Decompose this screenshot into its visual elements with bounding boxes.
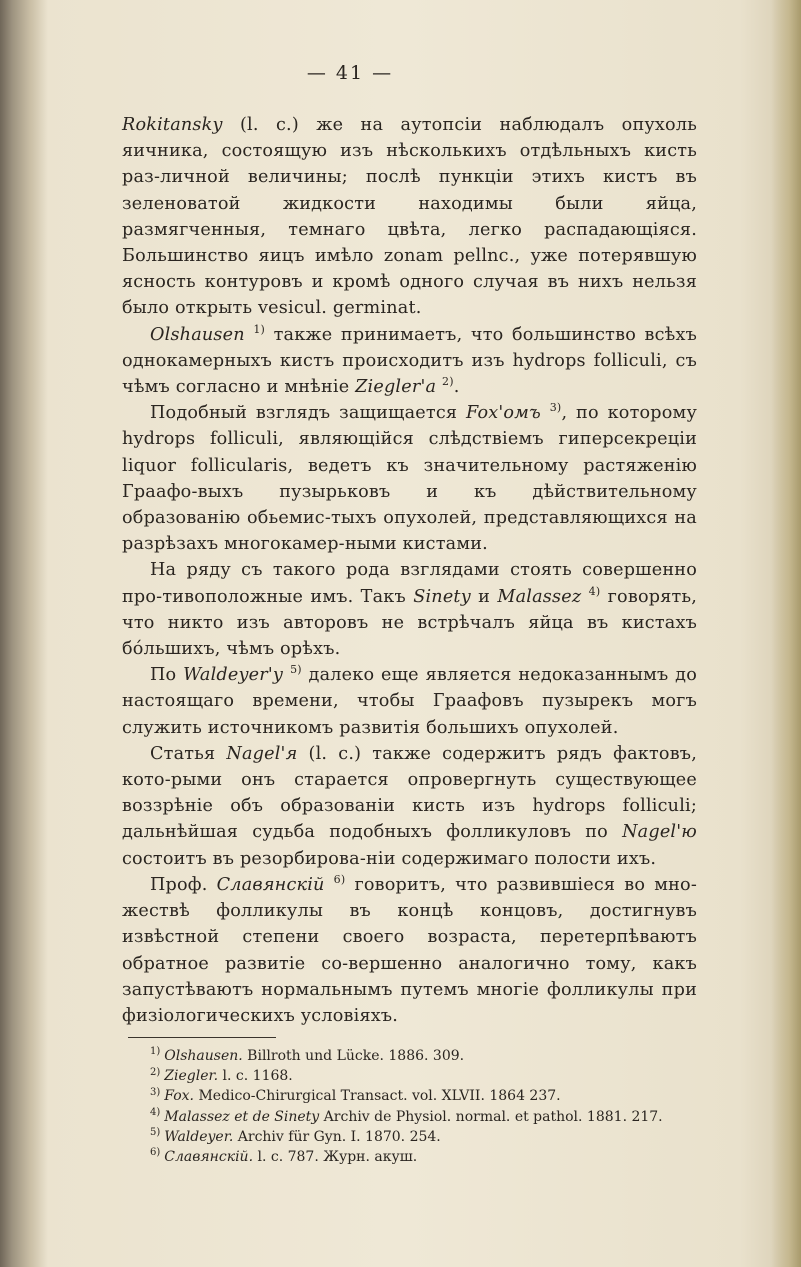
- text-run: говорять, что никто изъ авторовъ не встрѣчалъ яйца въ кистахъ бóльшихъ, чѣмъ орѣхъ.: [122, 586, 698, 660]
- footnote-text: l. c. 1168.: [218, 1068, 293, 1085]
- author-name: Fox'омъ: [466, 403, 541, 424]
- author-name: Славянскій: [216, 874, 325, 895]
- page-edge-shadow: [771, 0, 801, 1267]
- paragraph: [122, 557, 697, 662]
- footnote-author: Ziegler.: [164, 1068, 219, 1085]
- footnote: [150, 1046, 710, 1066]
- footnote: [150, 1086, 710, 1106]
- paragraph: [122, 662, 697, 741]
- paragraph: [122, 741, 697, 872]
- text-run: .: [453, 377, 460, 398]
- footnote-ref: 3): [549, 401, 562, 415]
- text-run: (l. c.) также содержитъ рядъ фактовъ, кото-рыми онъ старается опровергнуть существующее воззрѣніе объ образованіи кисть изъ hydrops folliculi; дальнѣйшая судьба подобныхъ фолликуловъ по: [122, 743, 697, 843]
- text-run: [541, 403, 550, 423]
- footnote-text: Medico-Chirurgical Transact. vol. XLVII. 1864 237.: [194, 1088, 561, 1105]
- footnote-ref: 6): [333, 873, 346, 887]
- text-run: (l. c.) же на аутопсіи наблюдалъ опухоль яичника, состоящую изъ нѣсколькихъ отдѣльныхъ кисть раз-личной величины; послѣ пункціи этихъ кистъ въ зеленоватой жидкости находимы были яйца, размягченныя, темнаго цвѣта, легко распадающіяся. Большинство яицъ имѣло zonam pellnc., уже потерявшую ясность контуровъ и кромѣ одного случая въ нихъ нельзя было открыть vesicul. germinat.: [122, 115, 697, 319]
- footnote-mark: 2): [150, 1066, 161, 1078]
- text-run: далеко еще является недоказаннымъ до настоящаго времени, чтобы Граафовъ пузырекъ могъ служить источникомъ развитія большихъ опухолей.: [122, 665, 697, 738]
- author-name: Waldeyer'у: [183, 665, 284, 686]
- footnote-separator: [128, 1037, 276, 1038]
- footnote-ref: 2): [442, 375, 454, 389]
- footnote-text: Billroth und Lücke. 1886. 309.: [242, 1048, 465, 1064]
- footnote-author: Malassez et de Sinety: [164, 1108, 320, 1125]
- author-name: Olshausen: [150, 324, 245, 345]
- text-run: говоритъ, что развившіеся во мно-жествѣ фолликулы въ концѣ концовъ, достигнувъ извѣстной степени своего возраста, перетерпѣваютъ обратное развитіе со-вершенно аналогично тому, какъ запустѣваютъ нормальнымъ путемъ многіе фолликулы при физіологическихъ условіяхъ.: [122, 874, 697, 1026]
- text-run: Статья: [150, 743, 227, 764]
- footnote-mark: 4): [150, 1106, 161, 1118]
- footnote-mark: 3): [150, 1086, 161, 1098]
- text-run: По: [150, 665, 184, 686]
- book-binding-shadow: [0, 0, 48, 1267]
- footnote-mark: 5): [150, 1127, 161, 1139]
- body-text: [122, 112, 697, 1029]
- page-number: — 41 —: [306, 62, 394, 84]
- footnote-text: Archiv für Gyn. I. 1870. 254.: [233, 1128, 441, 1145]
- footnote-author: Fox.: [164, 1088, 194, 1105]
- footnote: [150, 1147, 710, 1167]
- footnote-ref: 4): [588, 584, 601, 598]
- author-name: Nagel'я: [226, 743, 298, 764]
- text-run: Подобный взглядъ защищается: [150, 403, 466, 424]
- paragraph: [122, 112, 697, 322]
- text-run: , по которому hydrops folliculi, являющійся слѣдствіемъ гиперсекреціи liquor follicularis, ведетъ къ значительному растяженію Граафо-выхъ пузырьковъ и къ дѣйствительному образованію обьемис-тыхъ опухолей, представляющихся на разрѣзахъ многокамер-ными кистами.: [122, 403, 697, 555]
- text-run: также принимаетъ, что большинство всѣхъ однокамерныхъ кистъ происходитъ изъ hydrops folliculi, съ чѣмъ согласно и мнѣніе: [122, 324, 698, 398]
- text-run: состоитъ въ резорбирова-ніи содержимаго полости ихъ.: [122, 848, 657, 869]
- footnote-author: Славянскій.: [164, 1149, 254, 1166]
- footnote: [150, 1066, 710, 1086]
- footnote: [150, 1107, 710, 1127]
- footnote-author: Olshausen.: [164, 1048, 243, 1064]
- text-run: [581, 587, 588, 607]
- author-name: Sinety: [413, 586, 471, 607]
- author-name: Malassez: [497, 586, 582, 607]
- footnotes: [150, 1046, 710, 1167]
- footnote: [150, 1127, 710, 1147]
- paragraph: [122, 322, 697, 401]
- footnote-mark: 1): [150, 1046, 161, 1058]
- text-run: Проф.: [150, 874, 217, 895]
- footnote-ref: 5): [290, 663, 302, 677]
- paragraph: [122, 400, 697, 557]
- text-run: На ряду съ такого рода взглядами стоять совершенно про-тивоположные имъ. Такъ: [122, 560, 697, 607]
- author-name: Ziegler'a: [355, 377, 437, 398]
- footnote-author: Waldeyer.: [164, 1128, 234, 1145]
- text-run: [325, 875, 334, 895]
- paragraph: [122, 872, 697, 1029]
- author-name: Rokitansky: [122, 115, 223, 135]
- footnote-ref: 1): [253, 322, 266, 336]
- footnote-text: l. c. 787. Журн. акуш.: [253, 1149, 418, 1166]
- footnote-mark: 6): [150, 1147, 161, 1159]
- author-name: Nagel'ю: [622, 822, 697, 843]
- text-run: и: [470, 586, 498, 607]
- footnote-text: Archiv de Physiol. normal. et pathol. 1881. 217.: [319, 1108, 663, 1125]
